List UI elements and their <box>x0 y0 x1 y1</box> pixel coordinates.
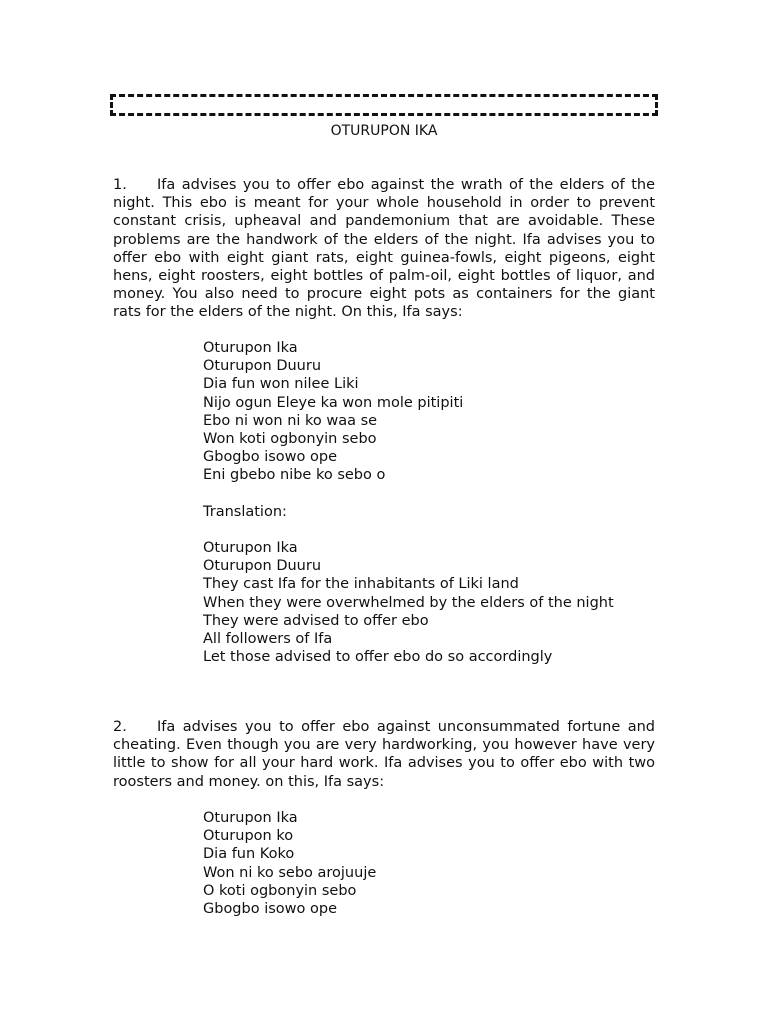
verse-line: O koti ogbonyin sebo <box>203 882 357 899</box>
verse-line: Gbogbo isowo ope <box>203 449 337 466</box>
blank-line <box>203 521 663 539</box>
verse-line: Gbogbo isowo ope <box>203 900 337 917</box>
section-1-verse <box>203 339 663 666</box>
document-title: OTURUPON IKA <box>330 123 438 139</box>
section-2-verse <box>203 809 663 918</box>
translation-line: Oturupon Ika <box>203 540 298 557</box>
translation-line: When they were overwhelmed by the elders of the night <box>203 594 614 611</box>
verse-line: Won koti ogbonyin sebo <box>203 430 377 447</box>
blank-line <box>203 485 663 503</box>
verse-line: Oturupon Ika <box>203 340 298 356</box>
translation-label: Translation: <box>203 503 287 520</box>
verse-line: Dia fun won nilee Liki <box>203 376 359 393</box>
section-1-paragraph <box>113 176 655 322</box>
header-dashed-box <box>110 94 658 116</box>
verse-line: Oturupon Duuru <box>203 358 322 375</box>
verse-line: Dia fun Koko <box>203 846 295 863</box>
translation-line: Let those advised to offer ebo do so accordingly <box>203 649 553 666</box>
translation-line: Oturupon Duuru <box>203 558 322 575</box>
verse-line: Nijo ogun Eleye ka won mole pitipiti <box>203 394 464 411</box>
verse-line: Oturupon Ika <box>203 810 298 826</box>
verse-line: Won ni ko sebo arojuuje <box>203 864 377 881</box>
section-1-number: 1. <box>113 177 127 193</box>
translation-line: They cast Ifa for the inhabitants of Liki land <box>203 576 519 593</box>
translation-line: All followers of Ifa <box>203 631 333 647</box>
verse-line: Oturupon ko <box>203 828 294 845</box>
section-2-number: 2. <box>113 719 127 735</box>
translation-line: They were advised to offer ebo <box>203 612 429 629</box>
section-2-text: Ifa advises you to offer ebo against unconsummated fortune and cheating. Even though you are very hardworking, you however have very little to show for all your hard work. Ifa advises you to offer ebo with two roosters and money. on this, Ifa says: <box>113 719 655 790</box>
verse-line: Eni gbebo nibe ko sebo o <box>203 467 386 484</box>
section-1-text: Ifa advises you to offer ebo against the wrath of the elders of the night. This ebo is meant for your whole household in order to prevent constant crisis, upheaval and pandemonium that are avoidable. These problems are the handwork of the elders of the night. Ifa advises you to offer ebo with eight giant rats, eight guinea-fowls, eight pigeons, eight hens, eight roosters, eight bottles of palm-oil, eight bottles of liquor, and money. You also need to procure eight pots as containers for the giant rats for the elders of the night. On this, Ifa says: <box>113 177 655 321</box>
section-2-paragraph <box>113 718 655 791</box>
verse-line: Ebo ni won ni ko waa se <box>203 412 378 429</box>
